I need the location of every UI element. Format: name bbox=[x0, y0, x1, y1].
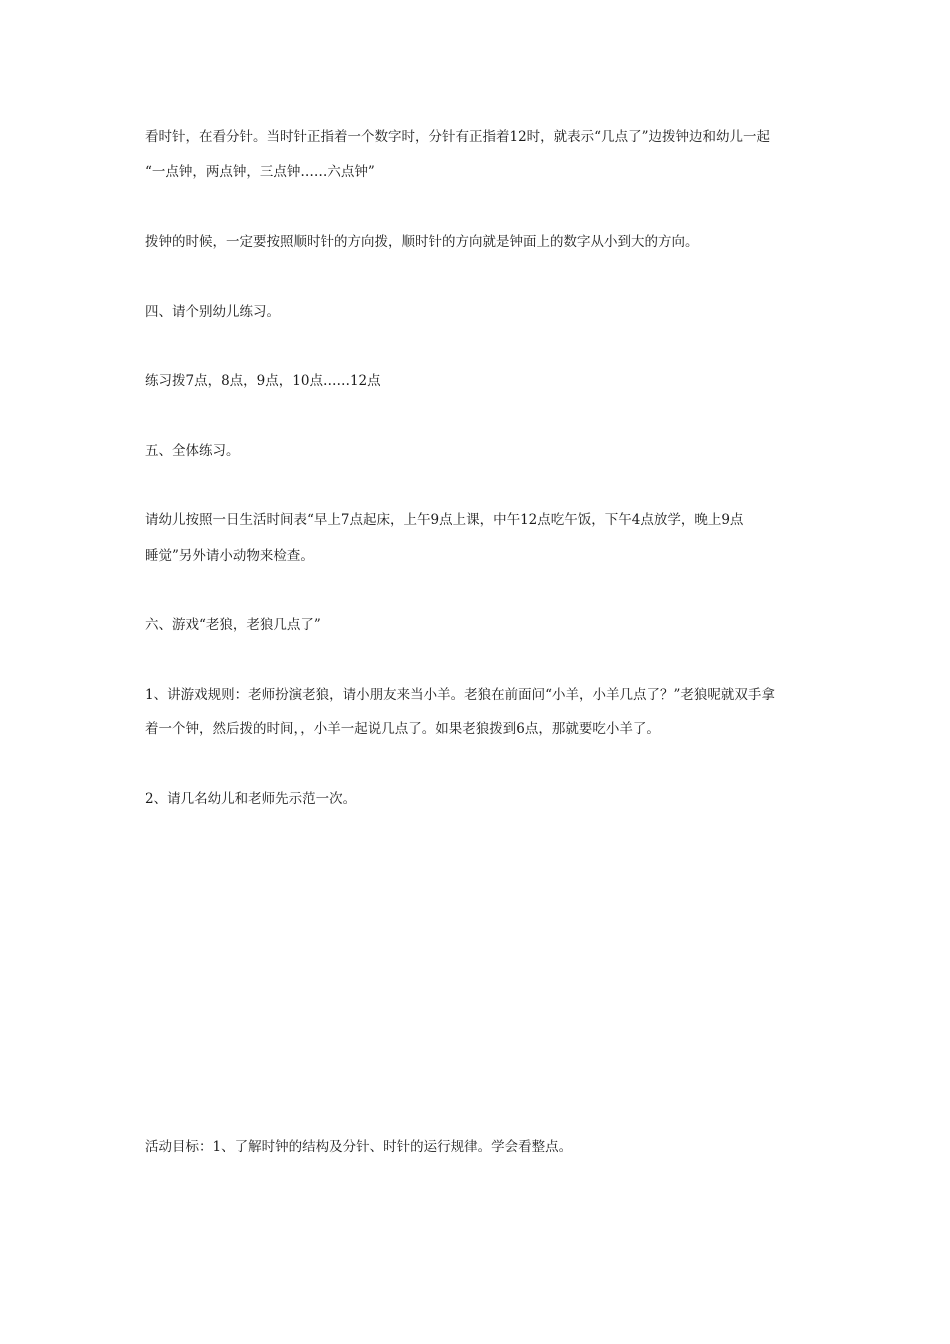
section-heading: 六、游戏“老狼，老狼几点了” bbox=[145, 617, 321, 633]
section-heading: 四、请个别幼儿练习。 bbox=[145, 304, 280, 320]
paragraph-line: 拨钟的时候，一定要按照顺时针的方向拨，顺时针的方向就是钟面上的数字从小到大的方向。 bbox=[145, 234, 699, 250]
paragraph-line: 着一个钟，然后拨的时间，，小羊一起说几点了。如果老狼拨到6点，那就要吃小羊了。 bbox=[145, 721, 660, 737]
paragraph-line: 请幼儿按照一日生活时间表“早上7点起床，上午9点上课，中午12点吃午饭，下午4点放学，晚上9点 bbox=[145, 512, 744, 528]
paragraph-line: 练习拨7点，8点，9点，10点……12点 bbox=[145, 373, 381, 389]
paragraph-line: 活动目标：1、了解时钟的结构及分针、时针的运行规律。学会看整点。 bbox=[145, 1139, 573, 1155]
paragraph-line: 2、请几名幼儿和老师先示范一次。 bbox=[145, 791, 357, 807]
section-heading: 五、全体练习。 bbox=[145, 443, 240, 459]
paragraph-line: 1、讲游戏规则：老师扮演老狼，请小朋友来当小羊。老狼在前面问“小羊，小羊几点了？”老狼呢就双手拿 bbox=[145, 687, 775, 703]
paragraph-line: 看时针，在看分针。当时针正指着一个数字时，分针有正指着12时，就表示“几点了”边拨钟边和幼儿一起 bbox=[145, 129, 770, 145]
paragraph-line: “一点钟，两点钟，三点钟……六点钟” bbox=[145, 164, 375, 180]
paragraph-line: 睡觉”另外请小动物来检查。 bbox=[145, 548, 314, 564]
